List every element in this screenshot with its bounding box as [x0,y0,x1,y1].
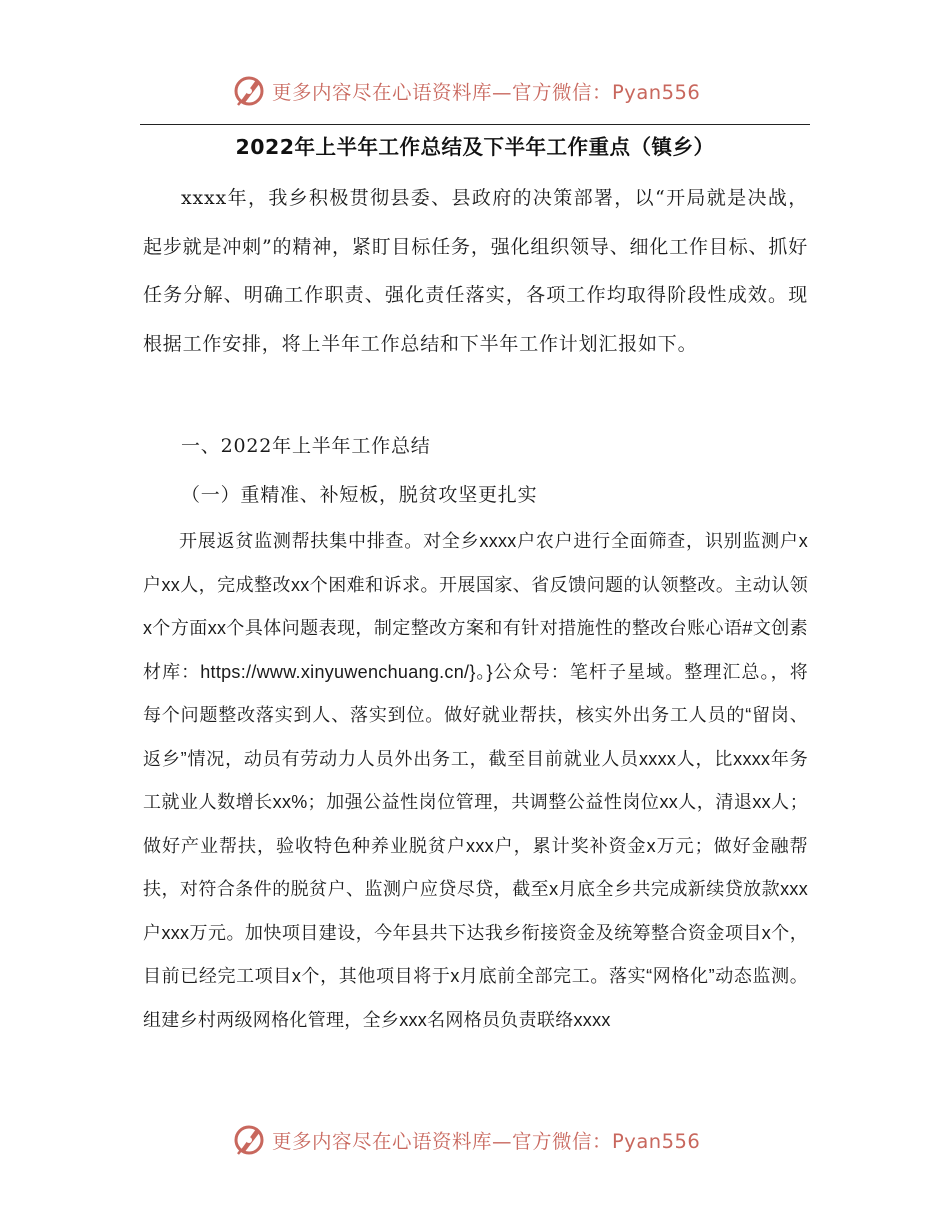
wechat-id: Pyan556 [612,81,701,104]
footer-watermark [232,1120,700,1160]
body-paragraph: 开展返贫监测帮扶集中排查。对全乡xxxx户农户进行全面筛查，识别监测户x户xx人，完成整改xx个困难和诉求。开展国家、省反馈问题的认领整改。主动认领x个方面xx个具体问题表现，制定整改方案和有针对措施性的整改台账心语#文创素材库：https://www.xinyuwenchuang.cn/}。}公众号：笔杆子星域。整理汇总。，将每个问题整改落实到人、落实到位。做好就业帮扶，核实外出务工人员的“留岗、返乡”情况，动员有劳动力人员外出务工，截至目前就业人员xxxx人，比xxxx年务工就业人数增长xx%；加强公益性岗位管理，共调整公益性岗位xx人，清退xx人；做好产业帮扶，验收特色种养业脱贫户xxx户，累计奖补资金x万元；做好金融帮扶，对符合条件的脱贫户、监测户应贷尽贷，截至x月底全乡共完成新续贷放款xxx户xxx万元。加快项目建设，今年县共下达我乡衔接资金及统筹整合资金项目x个，目前已经完工项目x个，其他项目将于x月底前全部完工。落实“网格化”动态监测。组建乡村两级网格化管理，全乡xxx名网格员负责联络xxxx [143,531,808,1030]
watermark-text: 更多内容尽在心语资料库—官方微信： [272,1130,613,1153]
section-heading: 一、2022年上半年工作总结 [181,435,431,457]
subsection-heading: （一）重精准、补短板，脱贫攻坚更扎实 [181,484,538,506]
quill-logo-icon [232,1123,266,1157]
intro-paragraph: xxxx年，我乡积极贯彻县委、县政府的决策部署，以“开局就是决战，起步就是冲刺”的精神，紧盯目标任务，强化组织领导、细化工作目标、抓好任务分解、明确工作职责、强化责任落实，各项工作均取得阶段性成效。现根据工作安排，将上半年工作总结和下半年工作计划汇报如下。 [143,187,808,355]
quill-logo-icon [232,74,266,108]
document-title: 2022年上半年工作总结及下半年工作重点（镇乡） [235,135,715,159]
wechat-id: Pyan556 [612,1130,701,1153]
watermark-text: 更多内容尽在心语资料库—官方微信： [272,81,613,104]
title-divider [140,124,810,125]
header-watermark [232,71,700,111]
